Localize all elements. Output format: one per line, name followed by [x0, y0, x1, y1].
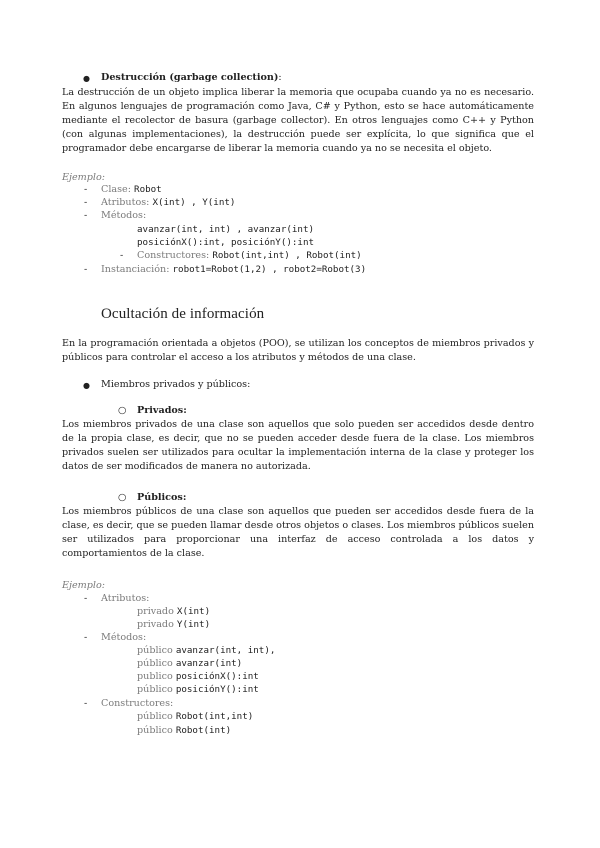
ocultacion-intro: En la programación orientada a objetos (POO), se utilizan los conceptos de miembros privados y públicos para controlar el acceso a los atributos y métodos de una clase.: [62, 338, 534, 363]
bullet-miembros: ●: [83, 381, 90, 390]
sub-bullet-privados: ○: [118, 405, 127, 416]
ejemplo2-dash-metodos: -: [84, 632, 88, 643]
ejemplo2-attr2: [137, 618, 210, 632]
constructores-value: Robot(int,int) , Robot(int): [212, 250, 362, 261]
ejemplo1-dash-instanciacion: -: [84, 264, 88, 275]
c1-value: Robot(int,int): [175, 711, 254, 722]
miembros-label: Miembros privados y públicos:: [101, 379, 251, 390]
m1-keyword: público: [137, 645, 173, 656]
ejemplo2-constructores-label: Constructores:: [101, 698, 174, 709]
attr2-keyword: privado: [137, 619, 174, 630]
ejemplo2-metodo3: [137, 670, 259, 684]
atributos-label: Atributos:: [101, 197, 150, 208]
ocultacion-heading: Ocultación de información: [101, 306, 265, 322]
instanciacion-value: robot1=Robot(1,2) , robot2=Robot(3): [172, 264, 367, 275]
ejemplo2-atributos-label: Atributos:: [101, 593, 150, 604]
clase-value: Robot: [134, 184, 162, 195]
ejemplo2-label: Ejemplo:: [62, 580, 105, 591]
destruccion-title: Destrucción (garbage collection): [101, 72, 279, 83]
c2-value: Robot(int): [175, 725, 232, 736]
ejemplo1-label: Ejemplo:: [62, 172, 105, 183]
metodos-line1: avanzar(int, int) , avanzar(int): [137, 224, 315, 235]
m2-value: avanzar(int): [175, 658, 243, 669]
ejemplo1-dash-atributos: -: [84, 197, 88, 208]
destruccion-heading: [101, 71, 282, 85]
attr2-value: Y(int): [176, 619, 211, 630]
ejemplo2-metodo4: [137, 683, 259, 697]
ejemplo2-metodo2: [137, 657, 242, 671]
sub-bullet-publicos: ○: [118, 492, 127, 503]
m3-value: posiciónX():int: [175, 671, 259, 682]
constructores-label: Constructores:: [137, 250, 210, 261]
m3-keyword: publico: [137, 671, 173, 682]
attr1-value: X(int): [176, 606, 211, 617]
ejemplo1-constructores: [137, 249, 362, 263]
ejemplo2-metodo1: [137, 644, 275, 658]
atributos-value: X(int) , Y(int): [152, 197, 236, 208]
ejemplo2-dash-constructores: -: [84, 698, 88, 709]
ejemplo1-atributos: [101, 196, 235, 210]
privados-text: Los miembros privados de una clase son aquellos que solo pueden ser accedidos desde dentro de la propia clase, es decir, que no se pueden acceder desde fuera de la clase. Los miembros privados suelen ser utilizados para ocultar la implementación interna de la clase y proteger los datos de ser modificados de manera no autorizada.: [62, 419, 534, 472]
ejemplo2-constructor1: [137, 710, 253, 724]
ejemplo2-dash-atributos: -: [84, 593, 88, 604]
ejemplo1-instanciacion: [101, 263, 366, 277]
c2-keyword: público: [137, 725, 173, 736]
clase-label: Clase:: [101, 184, 131, 195]
ejemplo2-constructor2: [137, 724, 231, 738]
instanciacion-label: Instanciación:: [101, 264, 170, 275]
attr1-keyword: privado: [137, 606, 174, 617]
metodos-label: Métodos:: [101, 210, 147, 221]
publicos-title: Públicos:: [137, 492, 187, 503]
destruccion-paragraph: La destrucción de un objeto implica liberar la memoria que ocupaba cuando ya no es necesario. En algunos lenguajes de programación como Java, C# y Python, esto se hace automáticamente mediante el recolector de basura (garbage collector). En otros lenguajes como C++ y Python (con algunas implementaciones), la destrucción puede ser explícita, lo que significa que el programador debe encargarse de liberar la memoria cuando ya no se necesita el objeto.: [62, 87, 534, 154]
metodos-line2: posiciónX():int, posiciónY():int: [137, 237, 315, 248]
m1-value: avanzar(int, int),: [175, 645, 276, 656]
m4-keyword: público: [137, 684, 173, 695]
c1-keyword: público: [137, 711, 173, 722]
ejemplo2-metodos-label: Métodos:: [101, 632, 147, 643]
m2-keyword: público: [137, 658, 173, 669]
ejemplo1-dash-metodos: -: [84, 210, 88, 221]
publicos-text: Los miembros públicos de una clase son aquellos que pueden ser accedidos desde fuera de la clase, es decir, que se pueden llamar desde otros objetos o clases. Los miembros públicos suelen ser utilizados para proporcionar una interfaz de acceso controlada a los datos y comportamientos de la clase.: [62, 506, 534, 559]
bullet-destruccion: ●: [83, 74, 90, 83]
ejemplo1-dash-constructores: -: [120, 250, 124, 261]
privados-title: Privados:: [137, 405, 187, 416]
ejemplo1-clase: [101, 183, 162, 197]
m4-value: posiciónY():int: [175, 684, 259, 695]
ejemplo1-dash-clase: -: [84, 184, 88, 195]
ejemplo2-attr1: [137, 605, 210, 619]
destruccion-colon: :: [278, 72, 282, 83]
